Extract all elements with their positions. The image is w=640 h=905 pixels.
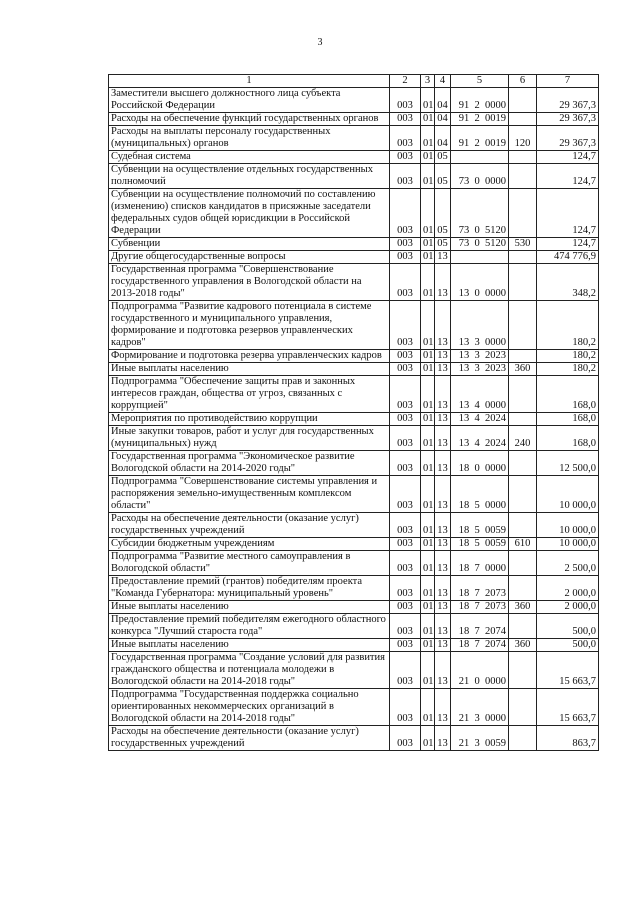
table-row: [109, 350, 599, 363]
row-expense-type: [509, 151, 537, 164]
row-code: 003: [390, 238, 421, 251]
row-name: Подпрограмма "Развитие кадрового потенциала в системе государственного и муниципального управления, формирование и подготовка резервов управленческих кадров": [109, 301, 390, 350]
row-section: 01: [421, 451, 435, 476]
row-name: Субсидии бюджетным учреждениям: [109, 538, 390, 551]
table-row: [109, 451, 599, 476]
row-expense-type: 120: [509, 126, 537, 151]
row-expense-type: 530: [509, 238, 537, 251]
row-expense-type: [509, 113, 537, 126]
row-amount: 124,7: [537, 189, 599, 238]
row-target-article: 18 5 0059: [451, 538, 509, 551]
row-name: Предоставление премий (грантов) победителям проекта "Команда Губернатора: муниципальный уровень": [109, 576, 390, 601]
row-code: 003: [390, 538, 421, 551]
row-name: Государственная программа "Экономическое развитие Вологодской области на 2014-2020 годы": [109, 451, 390, 476]
row-name: Иные выплаты населению: [109, 601, 390, 614]
row-subsection: 04: [435, 88, 451, 113]
row-code: 003: [390, 614, 421, 639]
row-code: 003: [390, 189, 421, 238]
row-amount: 168,0: [537, 426, 599, 451]
row-name: Подпрограмма "Развитие местного самоуправления в Вологодской области": [109, 551, 390, 576]
row-section: 01: [421, 576, 435, 601]
row-target-article: 91 2 0019: [451, 126, 509, 151]
row-section: 01: [421, 639, 435, 652]
row-amount: 124,7: [537, 238, 599, 251]
row-target-article: 73 0 5120: [451, 189, 509, 238]
row-subsection: 13: [435, 301, 451, 350]
row-expense-type: 360: [509, 601, 537, 614]
row-amount: 168,0: [537, 376, 599, 413]
row-amount: 29 367,3: [537, 113, 599, 126]
row-target-article: [451, 251, 509, 264]
row-amount: 180,2: [537, 363, 599, 376]
row-code: 003: [390, 426, 421, 451]
row-amount: 15 663,7: [537, 689, 599, 726]
row-target-article: 21 3 0059: [451, 726, 509, 751]
row-name: Расходы на обеспечение деятельности (оказание услуг) государственных учреждений: [109, 726, 390, 751]
row-name: Расходы на обеспечение функций государственных органов: [109, 113, 390, 126]
row-code: 003: [390, 413, 421, 426]
row-code: 003: [390, 88, 421, 113]
header-col-7: 7: [537, 75, 599, 88]
row-target-article: 21 0 0000: [451, 652, 509, 689]
row-section: 01: [421, 476, 435, 513]
row-name: Судебная система: [109, 151, 390, 164]
row-name: Подпрограмма "Совершенствование системы управления и распоряжения земельно-имущественным комплексом области": [109, 476, 390, 513]
row-subsection: 13: [435, 376, 451, 413]
row-amount: 168,0: [537, 413, 599, 426]
row-subsection: 13: [435, 601, 451, 614]
row-section: 01: [421, 413, 435, 426]
table-row: [109, 538, 599, 551]
row-section: 01: [421, 238, 435, 251]
budget-table: [108, 74, 599, 751]
row-amount: 29 367,3: [537, 126, 599, 151]
row-section: 01: [421, 538, 435, 551]
row-section: 01: [421, 513, 435, 538]
row-target-article: 13 0 0000: [451, 264, 509, 301]
row-subsection: 13: [435, 726, 451, 751]
row-amount: 474 776,9: [537, 251, 599, 264]
row-name: Расходы на обеспечение деятельности (оказание услуг) государственных учреждений: [109, 513, 390, 538]
table-row: [109, 551, 599, 576]
row-target-article: 13 3 2023: [451, 363, 509, 376]
row-section: 01: [421, 614, 435, 639]
table-row: [109, 189, 599, 238]
row-amount: 863,7: [537, 726, 599, 751]
row-target-article: [451, 151, 509, 164]
row-expense-type: [509, 88, 537, 113]
header-col-1: 1: [109, 75, 390, 88]
page-number: 3: [317, 37, 323, 48]
row-subsection: 13: [435, 350, 451, 363]
row-code: 003: [390, 476, 421, 513]
row-amount: 180,2: [537, 301, 599, 350]
table-row: [109, 113, 599, 126]
row-name: Иные закупки товаров, работ и услуг для государственных (муниципальных) нужд: [109, 426, 390, 451]
row-section: 01: [421, 363, 435, 376]
row-subsection: 04: [435, 126, 451, 151]
row-code: 003: [390, 639, 421, 652]
row-section: 01: [421, 376, 435, 413]
table-row: [109, 151, 599, 164]
row-code: 003: [390, 451, 421, 476]
row-code: 003: [390, 126, 421, 151]
row-expense-type: [509, 689, 537, 726]
row-subsection: 13: [435, 363, 451, 376]
row-target-article: 18 5 0000: [451, 476, 509, 513]
row-expense-type: [509, 376, 537, 413]
table-row: [109, 376, 599, 413]
row-amount: 124,7: [537, 151, 599, 164]
row-subsection: 13: [435, 614, 451, 639]
row-section: 01: [421, 251, 435, 264]
row-code: 003: [390, 601, 421, 614]
row-section: 01: [421, 113, 435, 126]
row-subsection: 13: [435, 538, 451, 551]
row-expense-type: 240: [509, 426, 537, 451]
row-target-article: 13 3 2023: [451, 350, 509, 363]
row-amount: 2 000,0: [537, 576, 599, 601]
row-subsection: 13: [435, 413, 451, 426]
table-row: [109, 576, 599, 601]
table-row: [109, 301, 599, 350]
row-name: Субвенции на осуществление полномочий по составлению (изменению) списков кандидатов в присяжные заседатели федеральных судов общей юрисдикции в Российской Федерации: [109, 189, 390, 238]
row-name: Подпрограмма "Государственная поддержка социально ориентированных некоммерческих организаций в Вологодской области на 2014-2018 годы": [109, 689, 390, 726]
row-expense-type: [509, 451, 537, 476]
table-row: [109, 164, 599, 189]
row-target-article: 18 0 0000: [451, 451, 509, 476]
row-expense-type: [509, 264, 537, 301]
row-code: 003: [390, 551, 421, 576]
row-name: Государственная программа "Создание условий для развития гражданского общества и потенциала молодежи в Вологодской области на 2014-2018 годы": [109, 652, 390, 689]
table-row: [109, 652, 599, 689]
row-code: 003: [390, 164, 421, 189]
row-subsection: 13: [435, 551, 451, 576]
row-name: Формирование и подготовка резерва управленческих кадров: [109, 350, 390, 363]
row-subsection: 13: [435, 451, 451, 476]
table-row: [109, 513, 599, 538]
row-name: Подпрограмма "Обеспечение защиты прав и законных интересов граждан, общества от угроз, связанных с коррупцией": [109, 376, 390, 413]
row-name: Заместители высшего должностного лица субъекта Российской Федерации: [109, 88, 390, 113]
row-name: Субвенции на осуществление отдельных государственных полномочий: [109, 164, 390, 189]
row-code: 003: [390, 363, 421, 376]
row-code: 003: [390, 376, 421, 413]
row-amount: 10 000,0: [537, 476, 599, 513]
row-target-article: 18 7 2074: [451, 639, 509, 652]
row-amount: 348,2: [537, 264, 599, 301]
row-expense-type: [509, 551, 537, 576]
row-section: 01: [421, 601, 435, 614]
row-name: Другие общегосударственные вопросы: [109, 251, 390, 264]
row-amount: 10 000,0: [537, 513, 599, 538]
row-expense-type: [509, 726, 537, 751]
row-code: 003: [390, 264, 421, 301]
table-row: [109, 614, 599, 639]
table-header-row: [109, 75, 599, 88]
row-section: 01: [421, 551, 435, 576]
row-code: 003: [390, 726, 421, 751]
row-subsection: 05: [435, 189, 451, 238]
row-section: 01: [421, 126, 435, 151]
row-amount: 124,7: [537, 164, 599, 189]
table-row: [109, 238, 599, 251]
row-section: 01: [421, 164, 435, 189]
header-col-6: 6: [509, 75, 537, 88]
row-amount: 180,2: [537, 350, 599, 363]
header-col-2: 2: [390, 75, 421, 88]
row-expense-type: [509, 189, 537, 238]
row-section: 01: [421, 88, 435, 113]
row-section: 01: [421, 426, 435, 451]
table-row: [109, 726, 599, 751]
row-section: 01: [421, 264, 435, 301]
row-subsection: 13: [435, 576, 451, 601]
row-expense-type: 360: [509, 363, 537, 376]
row-code: 003: [390, 151, 421, 164]
row-name: Предоставление премий победителям ежегодного областного конкурса "Лучший староста года": [109, 614, 390, 639]
row-target-article: 13 4 2024: [451, 426, 509, 451]
row-expense-type: [509, 513, 537, 538]
row-expense-type: [509, 350, 537, 363]
row-section: 01: [421, 726, 435, 751]
row-target-article: 18 7 2074: [451, 614, 509, 639]
row-subsection: 13: [435, 652, 451, 689]
row-target-article: 18 7 2073: [451, 576, 509, 601]
row-amount: 2 500,0: [537, 551, 599, 576]
table-row: [109, 126, 599, 151]
row-amount: 29 367,3: [537, 88, 599, 113]
table-row: [109, 251, 599, 264]
row-subsection: 05: [435, 164, 451, 189]
row-target-article: 73 0 5120: [451, 238, 509, 251]
row-section: 01: [421, 689, 435, 726]
row-section: 01: [421, 151, 435, 164]
table-row: [109, 363, 599, 376]
row-expense-type: 360: [509, 639, 537, 652]
row-subsection: 13: [435, 476, 451, 513]
row-subsection: 13: [435, 264, 451, 301]
row-subsection: 13: [435, 251, 451, 264]
row-code: 003: [390, 513, 421, 538]
row-subsection: 13: [435, 689, 451, 726]
row-expense-type: [509, 251, 537, 264]
row-code: 003: [390, 689, 421, 726]
row-code: 003: [390, 576, 421, 601]
row-subsection: 05: [435, 238, 451, 251]
row-subsection: 05: [435, 151, 451, 164]
row-subsection: 04: [435, 113, 451, 126]
table-row: [109, 639, 599, 652]
row-expense-type: [509, 413, 537, 426]
row-code: 003: [390, 113, 421, 126]
row-target-article: 13 4 2024: [451, 413, 509, 426]
table-row: [109, 689, 599, 726]
row-expense-type: [509, 476, 537, 513]
row-target-article: 18 7 0000: [451, 551, 509, 576]
row-amount: 500,0: [537, 639, 599, 652]
row-code: 003: [390, 301, 421, 350]
row-target-article: 18 7 2073: [451, 601, 509, 614]
row-section: 01: [421, 652, 435, 689]
row-section: 01: [421, 189, 435, 238]
header-col-5: 5: [451, 75, 509, 88]
table-row: [109, 264, 599, 301]
row-target-article: 18 5 0059: [451, 513, 509, 538]
table-row: [109, 413, 599, 426]
row-subsection: 13: [435, 513, 451, 538]
header-col-4: 4: [435, 75, 451, 88]
row-target-article: 91 2 0019: [451, 113, 509, 126]
row-amount: 15 663,7: [537, 652, 599, 689]
row-expense-type: [509, 614, 537, 639]
row-subsection: 13: [435, 426, 451, 451]
row-name: Государственная программа "Совершенствование государственного управления в Вологодской области на 2013-2018 годы": [109, 264, 390, 301]
row-amount: 2 000,0: [537, 601, 599, 614]
row-expense-type: 610: [509, 538, 537, 551]
header-col-3: 3: [421, 75, 435, 88]
row-code: 003: [390, 251, 421, 264]
row-target-article: 73 0 0000: [451, 164, 509, 189]
row-target-article: 21 3 0000: [451, 689, 509, 726]
table-row: [109, 88, 599, 113]
row-target-article: 13 3 0000: [451, 301, 509, 350]
row-name: Иные выплаты населению: [109, 363, 390, 376]
row-expense-type: [509, 652, 537, 689]
table-row: [109, 476, 599, 513]
row-expense-type: [509, 301, 537, 350]
row-amount: 12 500,0: [537, 451, 599, 476]
row-name: Субвенции: [109, 238, 390, 251]
row-code: 003: [390, 652, 421, 689]
row-name: Иные выплаты населению: [109, 639, 390, 652]
row-expense-type: [509, 576, 537, 601]
row-target-article: 13 4 0000: [451, 376, 509, 413]
row-subsection: 13: [435, 639, 451, 652]
row-amount: 500,0: [537, 614, 599, 639]
row-name: Расходы на выплаты персоналу государственных (муниципальных) органов: [109, 126, 390, 151]
row-expense-type: [509, 164, 537, 189]
row-code: 003: [390, 350, 421, 363]
row-target-article: 91 2 0000: [451, 88, 509, 113]
row-amount: 10 000,0: [537, 538, 599, 551]
row-name: Мероприятия по противодействию коррупции: [109, 413, 390, 426]
table-row: [109, 426, 599, 451]
row-section: 01: [421, 350, 435, 363]
row-section: 01: [421, 301, 435, 350]
table-row: [109, 601, 599, 614]
